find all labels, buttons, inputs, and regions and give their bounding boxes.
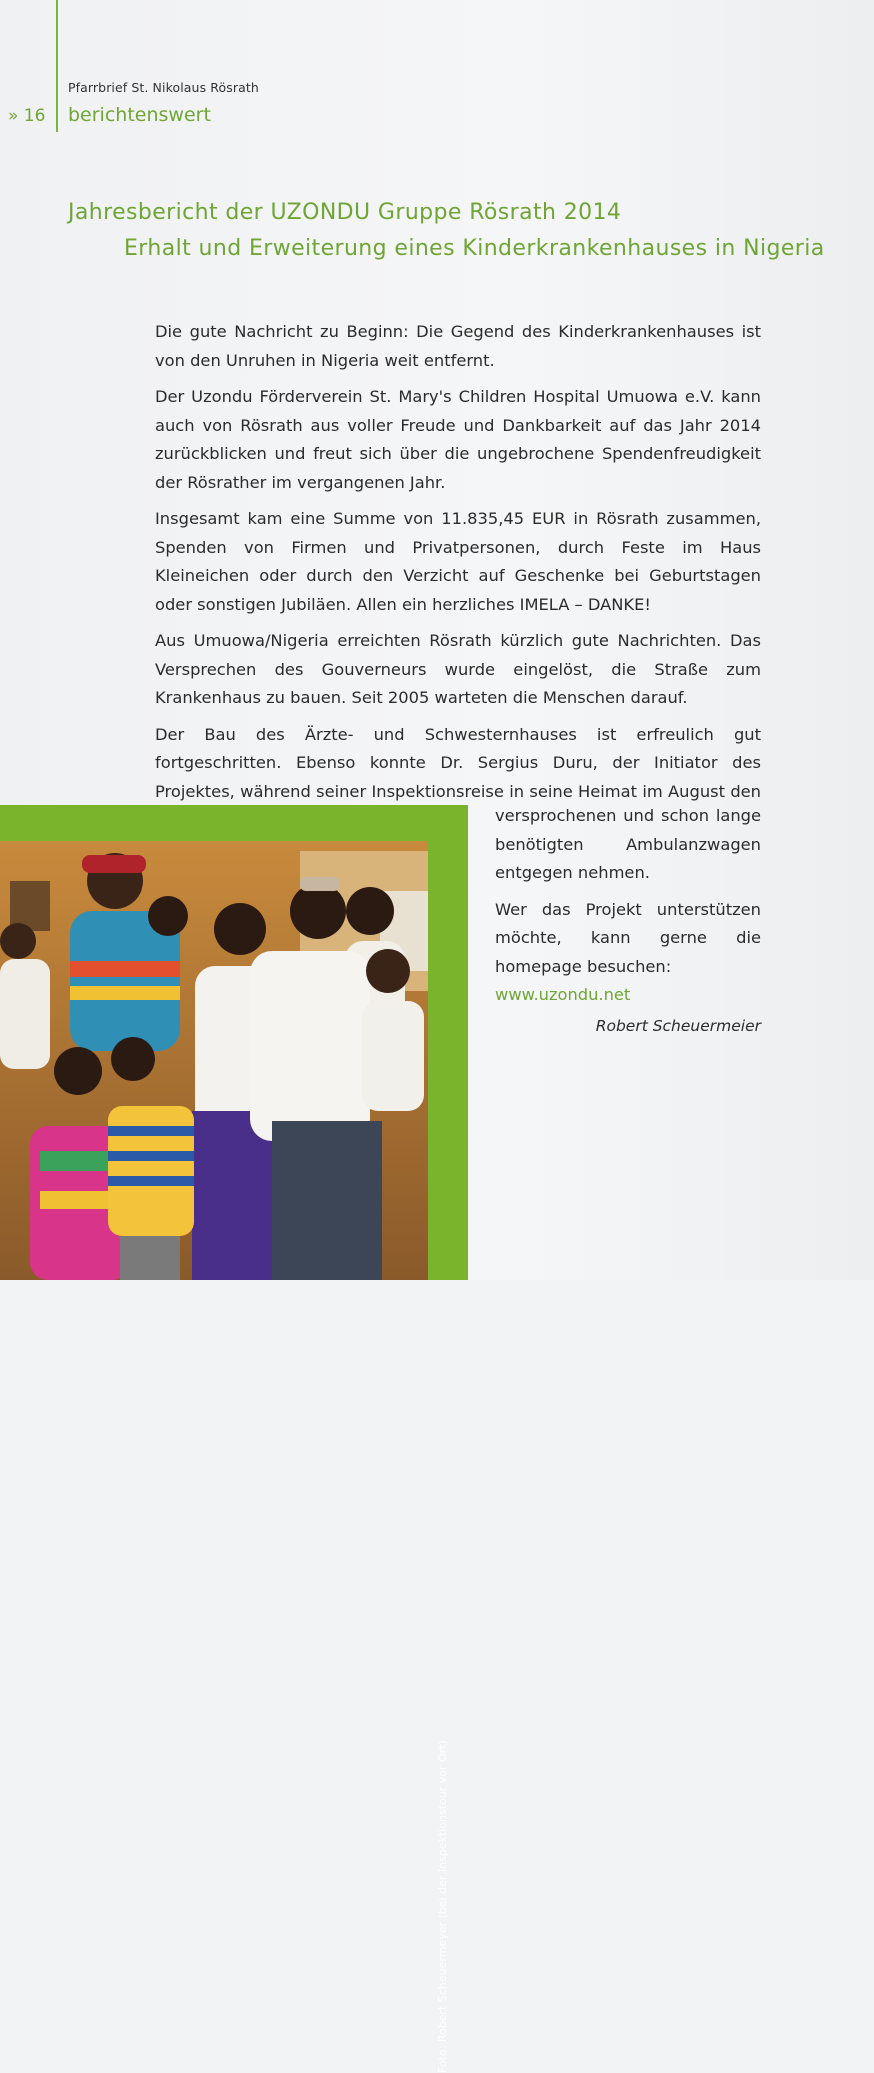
page-number: » 16 [8,106,46,126]
publication-name: Pfarrbrief St. Nikolaus Rösrath [68,80,259,95]
paragraph-support: Wer das Projekt unterstützen möchte, kann gerne die homepage besuchen: [495,899,761,976]
paragraph-association: Der Uzondu Förderverein St. Mary's Children Hospital Umuowa e.V. kann auch von Rösrath aus voller Freude und Dankbarkeit auf das Jahr 2014 zurückblicken und freut sich über die ungebrochene Spendenfreudigkeit der Rösrather im vergangenen Jahr. [155,387,761,492]
paragraph-construction: Der Bau des Ärzte- und Schwesternhauses ist erfreulich gut fortgeschritten. Ebenso konnte Dr. Sergius Duru, der Initiator des Projektes, während seiner Inspektionsreise in seine Heimat im August den [155,724,761,801]
photo-illustration [0,841,428,1280]
article-subtitle: Erhalt und Erweiterung eines Kinderkrankenhauses in Nigeria [124,236,825,261]
header-divider [56,0,58,132]
photo-frame [0,805,468,2073]
author-name: Robert Scheuermeier [595,1016,761,1035]
section-label: berichtenswert [68,104,211,126]
paragraph-ambulance: versprochenen und schon lange benötigten Ambulanzwagen entgegen nehmen. [495,806,761,882]
article-title: Jahresbericht der UZONDU Gruppe Rösrath 2014 [68,200,622,225]
paragraph-news: Aus Umuowa/Nigeria erreichten Rösrath kürzlich gute Nachrichten. Das Versprechen des Gouverneurs wurde eingelöst, die Straße zum Krankenhaus zu bauen. Seit 2005 warteten die Menschen darauf. [155,631,761,707]
article-continuation [495,802,761,1040]
website-link[interactable]: www.uzondu.net [495,985,631,1004]
group-photo [0,841,428,1280]
paragraph-intro: Die gute Nachricht zu Beginn: Die Gegend des Kinderkrankenhauses ist von den Unruhen in Nigeria weit entfernt. [155,322,761,370]
paragraph-donations: Insgesamt kam eine Summe von 11.835,45 EUR in Rösrath zusammen, Spenden von Firmen und Privatpersonen, durch Feste im Haus Kleineichen oder durch den Verzicht auf Geschenke bei Geburtstagen oder sonstigen Jubiläen. Allen ein herzliches IMELA – DANKE! [155,509,761,614]
article-body [155,318,761,843]
photo-caption: Foto: Robert Scheuermeyer (bei der Inspektionstour vor Ort) [436,1740,449,2073]
